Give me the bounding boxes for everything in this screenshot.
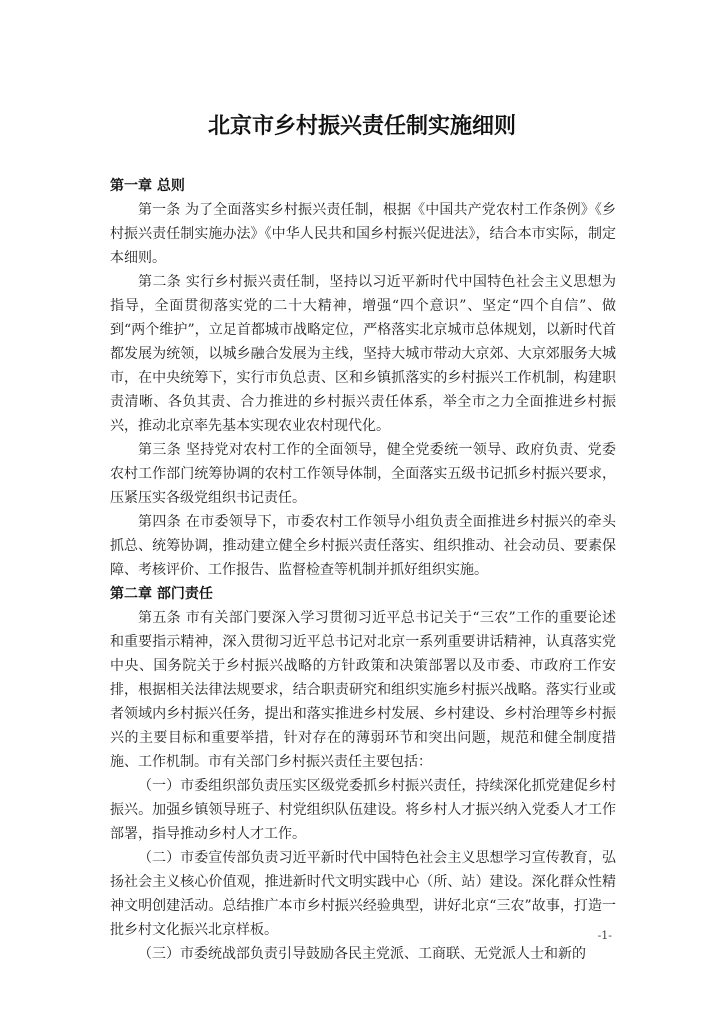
page-number: -1- bbox=[597, 929, 612, 942]
chapter-heading: 第二章 部门责任 bbox=[110, 586, 213, 602]
chapter-heading: 第一章 总则 bbox=[110, 178, 185, 194]
article-paragraph: 第二条 实行乡村振兴责任制，坚持以习近平新时代中国特色社会主义思想为指导，全面贯彻落实党的二十大精神，增强“四个意识”、坚定“四个自信”、做到“两个维护”，立足首都城市战略定位，严格落实北京城市总体规划，以新时代首都发展为统领，以城乡融合发展为主线，坚持大城市带动大京郊、大京郊服务大城市，在中央统筹下，实行市负总责、区和乡镇抓落实的乡村振兴工作机制，构建职责清晰、各负其责、合力推进的乡村振兴责任体系，举全市之力全面推进乡村振兴，推动北京率先基本实现农业农村现代化。 bbox=[110, 274, 616, 434]
document-title: 北京市乡村振兴责任制实施细则 bbox=[207, 114, 516, 139]
document-body bbox=[110, 174, 616, 966]
article-paragraph: （三）市委统战部负责引导鼓励各民主党派、工商联、无党派人士和新的 bbox=[138, 946, 586, 962]
article-paragraph: 第四条 在市委领导下，市委农村工作领导小组负责全面推进乡村振兴的牵头抓总、统筹协调，推动建立健全乡村振兴责任落实、组织推动、社会动员、要素保障、考核评价、工作报告、监督检查等机制并抓好组织实施。 bbox=[110, 514, 616, 578]
article-paragraph: （二）市委宣传部负责习近平新时代中国特色社会主义思想学习宣传教育，弘扬社会主义核心价值观，推进新时代文明实践中心（所、站）建设。深化群众性精神文明创建活动。总结推广本市乡村振兴经验典型，讲好北京“三农”故事，打造一批乡村文化振兴北京样板。 bbox=[110, 850, 616, 938]
article-paragraph: （一）市委组织部负责压实区级党委抓乡村振兴责任，持续深化抓党建促乡村振兴。加强乡镇领导班子、村党组织队伍建设。将乡村人才振兴纳入党委人才工作部署，指导推动乡村人才工作。 bbox=[110, 778, 616, 842]
article-paragraph: 第一条 为了全面落实乡村振兴责任制，根据《中国共产党农村工作条例》《乡村振兴责任制实施办法》《中华人民共和国乡村振兴促进法》，结合本市实际，制定本细则。 bbox=[110, 202, 616, 266]
article-paragraph: 第三条 坚持党对农村工作的全面领导，健全党委统一领导、政府负责、党委农村工作部门统筹协调的农村工作领导体制，全面落实五级书记抓乡村振兴要求，压紧压实各级党组织书记责任。 bbox=[110, 442, 616, 506]
article-paragraph: 第五条 市有关部门要深入学习贯彻习近平总书记关于“三农”工作的重要论述和重要指示精神，深入贯彻习近平总书记对北京一系列重要讲话精神，认真落实党中央、国务院关于乡村振兴战略的方针政策和决策部署以及市委、市政府工作安排，根据相关法律法规要求，结合职责研究和组织实施乡村振兴战略。落实行业或者领域内乡村振兴任务，提出和落实推进乡村发展、乡村建设、乡村治理等乡村振兴的主要目标和重要举措，针对存在的薄弱环节和突出问题，规范和健全制度措施、工作机制。市有关部门乡村振兴责任主要包括： bbox=[110, 610, 616, 770]
